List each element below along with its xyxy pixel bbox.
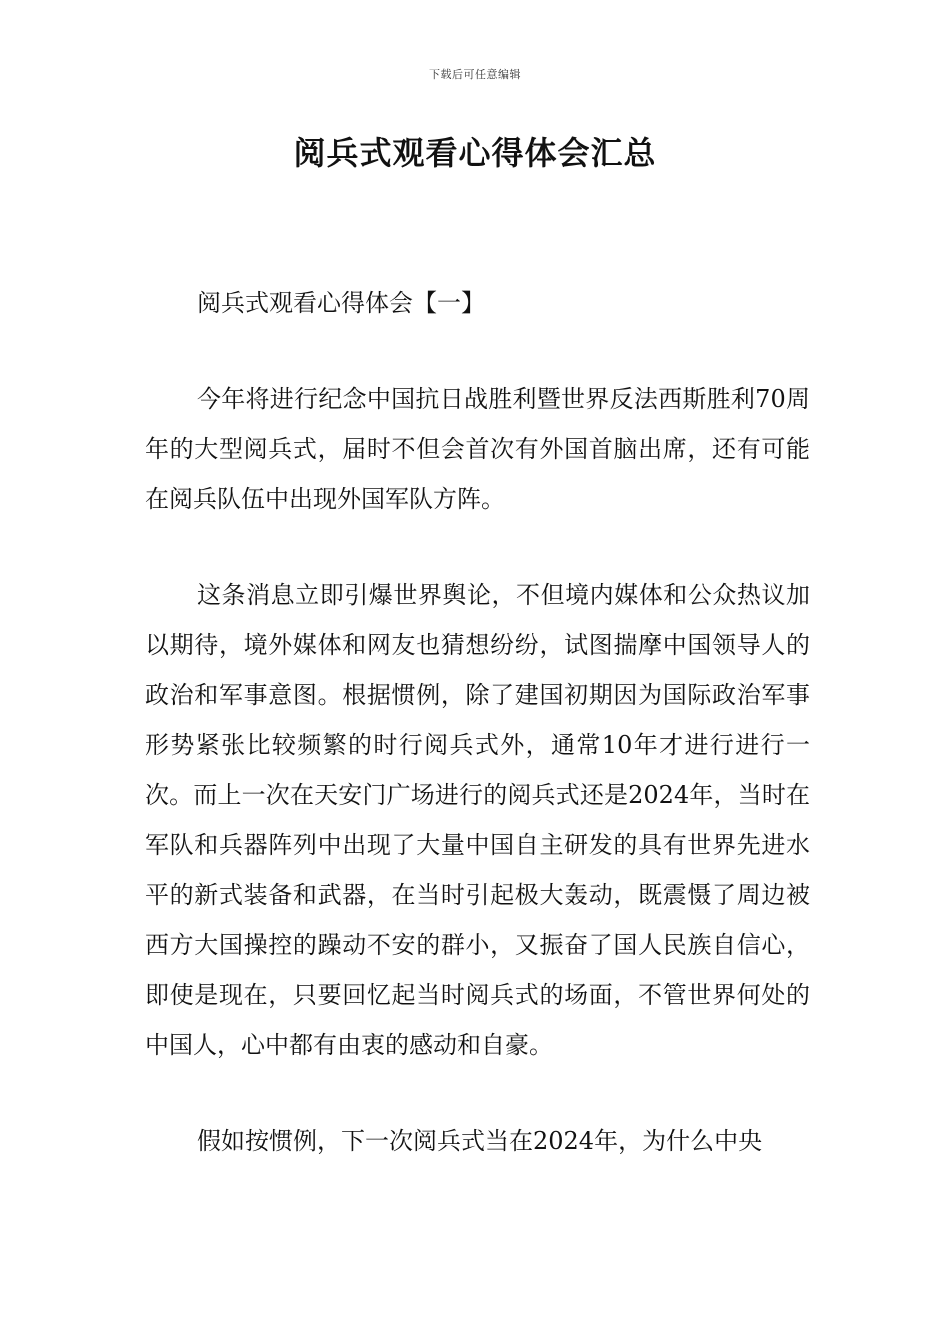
- header-note: 下载后可任意编辑: [429, 68, 521, 81]
- paragraph-spacer: [145, 1070, 810, 1116]
- paragraph: 今年将进行纪念中国抗日战胜利暨世界反法西斯胜利70周年的大型阅兵式，届时不但会首次有外国首脑出席，还有可能在阅兵队伍中出现外国军队方阵。: [145, 385, 810, 513]
- paragraph: 这条消息立即引爆世界舆论，不但境内媒体和公众热议加以期待，境外媒体和网友也猜想纷纷，试图揣摩中国领导人的政治和军事意图。根据惯例，除了建国初期因为国际政治军事形势紧张比较频繁的时行阅兵式外，通常10年才进行进行一次。而上一次在天安门广场进行的阅兵式还是2024年，当时在军队和兵器阵列中出现了大量中国自主研发的具有世界先进水平的新式装备和武器，在当时引起极大轰动，既震慑了周边被西方大国操控的躁动不安的群小，又振奋了国人民族自信心，即使是现在，只要回忆起当时阅兵式的场面，不管世界何处的中国人，心中都有由衷的感动和自豪。: [145, 581, 810, 1059]
- paragraph-spacer: [145, 328, 810, 374]
- document-body: [145, 278, 810, 1166]
- section-heading: 阅兵式观看心得体会【一】: [197, 289, 485, 317]
- document-title: 阅兵式观看心得体会汇总: [293, 134, 657, 172]
- paragraph: 假如按惯例，下一次阅兵式当在2024年，为什么中央: [197, 1127, 763, 1155]
- paragraph-spacer: [145, 524, 810, 570]
